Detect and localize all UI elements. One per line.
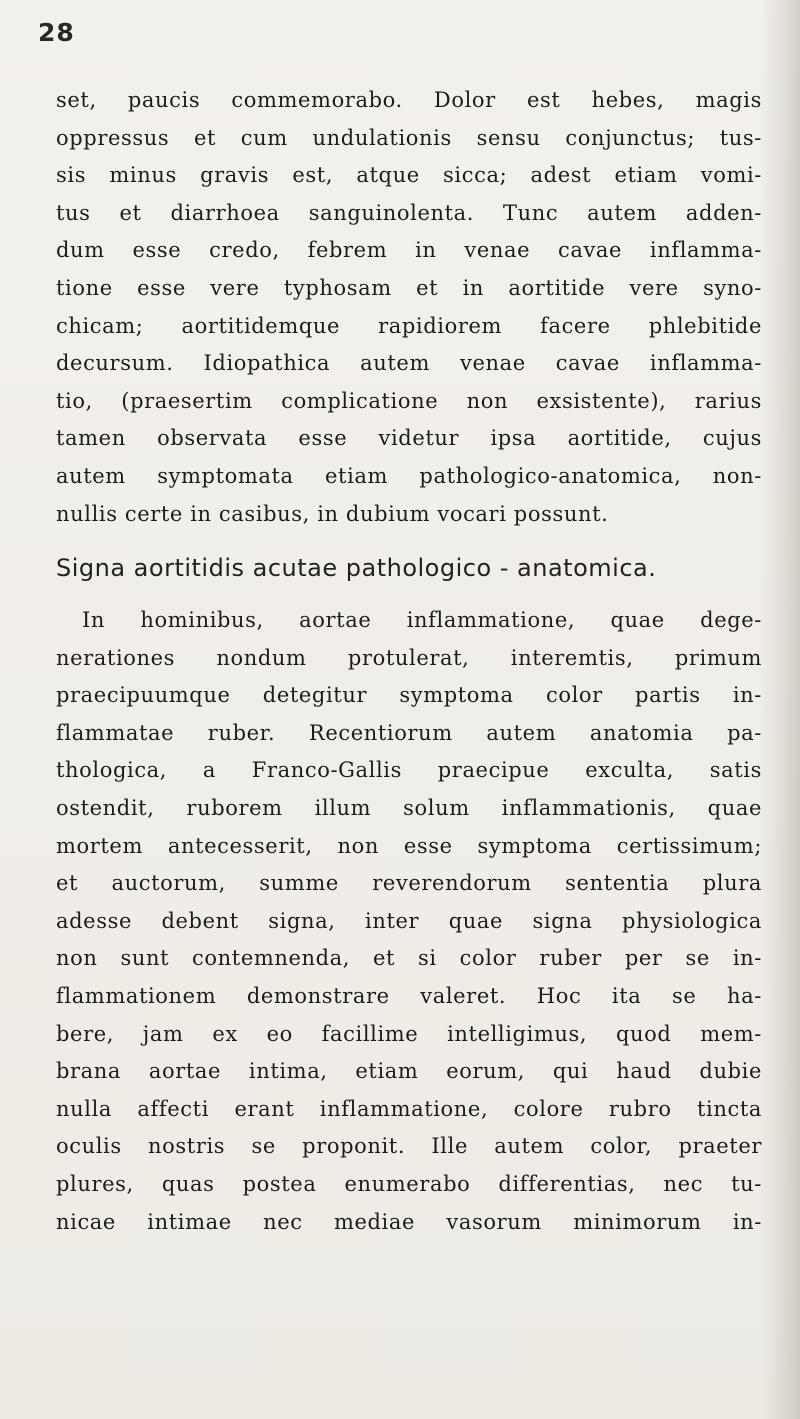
text-line: adesse debent signa, inter quae signa physiologica [56, 908, 762, 933]
text-line: In hominibus, aortae inflammatione, quae dege- [82, 608, 762, 632]
text-line: oppressus et cum undulationis sensu conjunctus; tus- [56, 125, 762, 150]
text-line: oculis nostris se proponit. Ille autem color, praeter [56, 1134, 762, 1159]
text-line: tamen observata esse videtur ipsa aortitide, cujus [56, 426, 762, 451]
paragraph-2 [56, 602, 762, 1241]
text-line: tus et diarrhoea sanguinolenta. Tunc autem adden- [56, 200, 762, 225]
text-line: set, paucis commemorabo. Dolor est hebes, magis [56, 88, 762, 112]
text-line: brana aortae intima, etiam eorum, qui haud dubie [56, 1059, 762, 1084]
text-line: praecipuumque detegitur symptoma color partis in- [56, 683, 762, 708]
text-line: chicam; aortitidemque rapidiorem facere phlebitide [56, 313, 762, 338]
text-line: sis minus gravis est, atque sicca; adest etiam vomi- [56, 163, 762, 188]
text-line: thologica, a Franco-Gallis praecipue exculta, satis [56, 758, 762, 783]
text-line: decursum. Idiopathica autem venae cavae inflamma- [56, 351, 762, 376]
text-line: flammationem demonstrare valeret. Hoc ita se ha- [56, 983, 762, 1008]
text-line: nerationes nondum protulerat, interemtis, primum [56, 645, 762, 670]
text-line: et auctorum, summe reverendorum sententia plura [56, 871, 762, 896]
text-line: mortem antecesserit, non esse symptoma certissimum; [56, 833, 762, 858]
text-line: autem symptomata etiam pathologico-anatomica, non- [56, 463, 762, 488]
text-line: non sunt contemnenda, et si color ruber per se in- [56, 946, 762, 971]
text-line: flammatae ruber. Recentiorum autem anatomia pa- [56, 720, 762, 745]
paragraph-1 [56, 82, 762, 533]
text-line: tione esse vere typhosam et in aortitide vere syno- [56, 275, 762, 300]
text-line: ostendit, ruborem illum solum inflammationis, quae [56, 795, 762, 820]
text-line: plures, quas postea enumerabo differentias, nec tu- [56, 1171, 762, 1196]
text-line: bere, jam ex eo facillime intelligimus, quod mem- [56, 1021, 762, 1046]
section-heading: Signa aortitidis acutae pathologico - anatomica. [56, 554, 657, 582]
text-line: dum esse credo, febrem in venae cavae inflamma- [56, 238, 762, 263]
text-line: nicae intimae nec mediae vasorum minimorum in- [56, 1209, 762, 1234]
page-number: 28 [38, 18, 75, 47]
text-line: nulla affecti erant inflammatione, colore rubro tincta [56, 1096, 762, 1121]
text-line: nullis certe in casibus, in dubium vocari possunt. [56, 501, 609, 526]
text-line: tio, (praesertim complicatione non exsistente), rarius [56, 388, 762, 413]
